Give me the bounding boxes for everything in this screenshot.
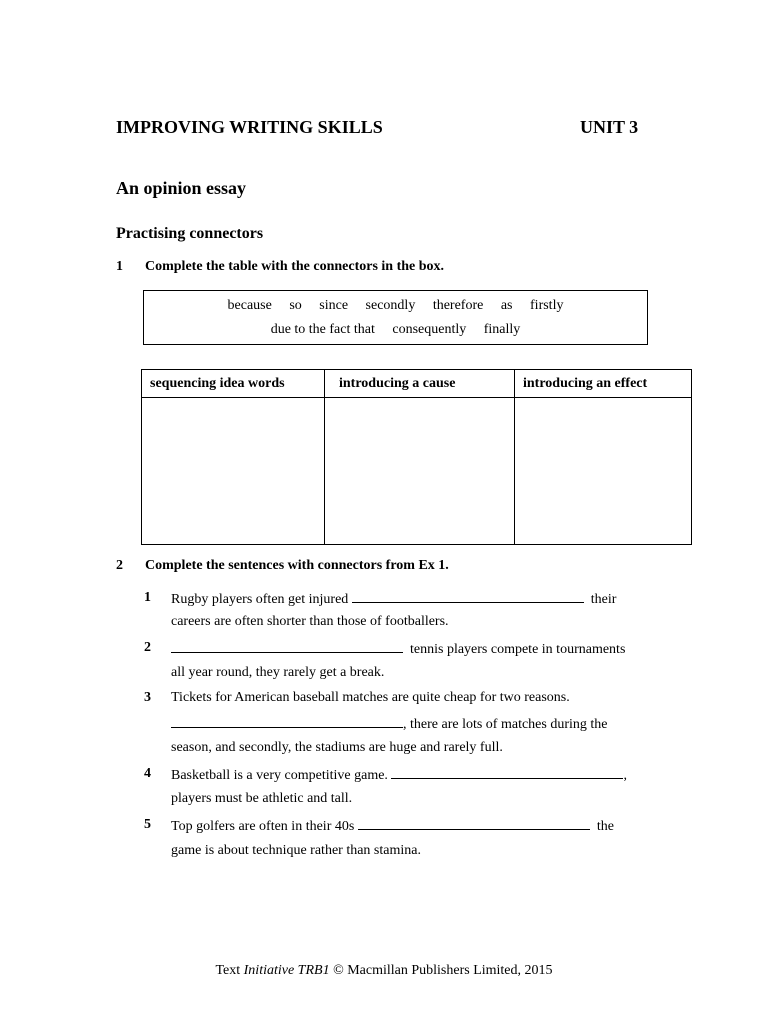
answer-blank[interactable] (171, 715, 403, 728)
sentence-text: all year round, they rarely get a break. (171, 665, 385, 680)
answer-blank[interactable] (171, 640, 403, 653)
connector-word: because (227, 298, 272, 313)
sentence-text: careers are often shorter than those of footballers. (171, 614, 449, 629)
sentence-text: their (590, 592, 617, 607)
table-header-effect: introducing an effect (515, 370, 692, 398)
footer-text: © Macmillan Publishers Limited, 2015 (329, 963, 553, 978)
sentence-text: season, and secondly, the stadiums are huge and rarely full. (171, 740, 503, 755)
table-header-row (142, 370, 692, 398)
sentence-number: 3 (144, 690, 151, 705)
sentence-text: Tickets for American baseball matches are quite cheap for two reasons. (171, 690, 570, 705)
answer-blank[interactable] (358, 817, 590, 830)
footer-book-title: Initiative TRB1 (243, 963, 330, 978)
sentence-line (171, 766, 627, 784)
sentence-number: 2 (144, 640, 151, 655)
sentence-text: , (623, 768, 627, 783)
sentence-text: Top golfers are often in their 40s (171, 819, 355, 834)
sentence-number: 1 (144, 590, 151, 605)
answer-blank[interactable] (391, 766, 623, 779)
sentence-text: , there are lots of matches during the (403, 717, 608, 732)
connector-word: due to the fact that (270, 322, 375, 337)
exercise-2-number: 2 (116, 558, 123, 573)
connector-word-box (143, 290, 648, 345)
answer-blank[interactable] (352, 590, 584, 603)
exercise-1-number: 1 (116, 259, 123, 274)
sentence-line (171, 817, 614, 835)
sentence-number: 4 (144, 766, 151, 781)
connector-word: as (500, 298, 513, 313)
connector-word: so (289, 298, 302, 313)
sentence-line (171, 715, 607, 733)
connector-word: finally (483, 322, 521, 337)
word-box-row-2 (144, 322, 647, 338)
sentence-text: tennis players compete in tournaments (410, 642, 626, 657)
page-title: An opinion essay (116, 178, 247, 198)
connector-word: since (319, 298, 349, 313)
header-title: IMPROVING WRITING SKILLS (116, 117, 383, 137)
sentence-line (171, 590, 616, 608)
connector-word: secondly (365, 298, 416, 313)
table-row (142, 398, 692, 545)
exercise-1-instruction: Complete the table with the connectors in the box. (145, 259, 445, 274)
table-header-cause: introducing a cause (325, 370, 515, 398)
footer-text: Text (215, 963, 244, 978)
table-cell-cause[interactable] (325, 398, 515, 545)
table-header-sequencing: sequencing idea words (142, 370, 325, 398)
sentence-number: 5 (144, 817, 151, 832)
connector-word: firstly (530, 298, 564, 313)
word-box-row-1 (144, 298, 647, 314)
table-cell-effect[interactable] (515, 398, 692, 545)
connectors-table (141, 369, 692, 545)
sentence-text: players must be athletic and tall. (171, 791, 353, 806)
exercise-2-instruction: Complete the sentences with connectors from Ex 1. (145, 558, 449, 573)
sentence-text: Basketball is a very competitive game. (171, 768, 388, 783)
sentence-line (171, 640, 625, 658)
sentence-text: Rugby players often get injured (171, 592, 349, 607)
connector-word: consequently (392, 322, 467, 337)
sentence-text: game is about technique rather than stamina. (171, 843, 421, 858)
unit-label: UNIT 3 (580, 117, 639, 137)
table-cell-sequencing[interactable] (142, 398, 325, 545)
section-subtitle: Practising connectors (116, 225, 264, 242)
connector-word: therefore (432, 298, 484, 313)
copyright-footer (0, 963, 768, 979)
sentence-text: the (596, 819, 614, 834)
